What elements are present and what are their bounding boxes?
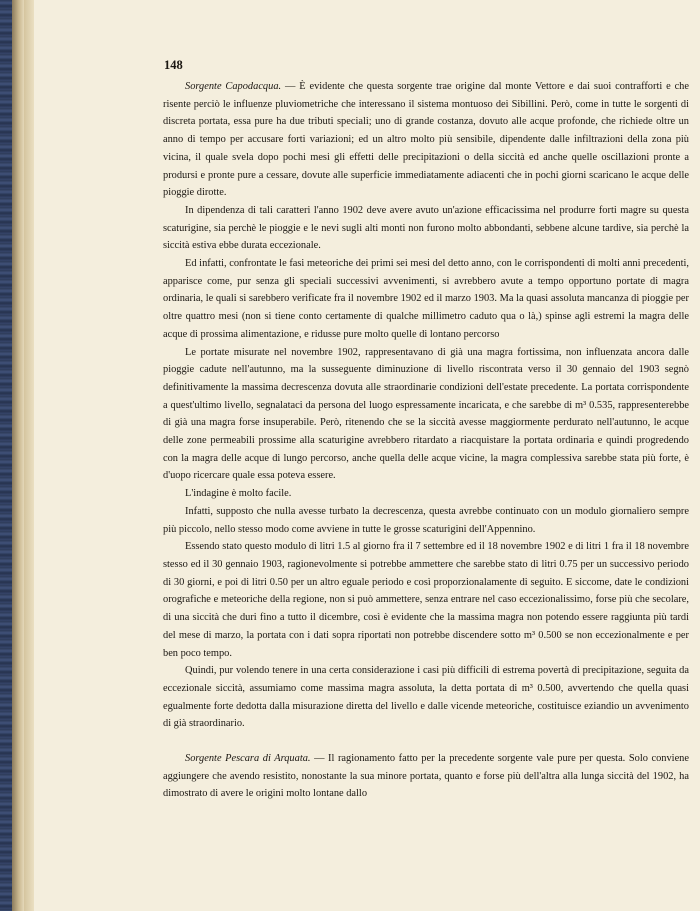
paragraph bbox=[163, 662, 689, 733]
paragraph-text: L'indagine è molto facile. bbox=[185, 488, 292, 500]
paragraph-capodacqua bbox=[163, 78, 689, 202]
book-binding bbox=[0, 0, 12, 911]
page-number: 148 bbox=[164, 58, 183, 72]
paragraph-text: Ed infatti, confrontate le fasi meteoriche dei primi sei mesi del detto anno, con le corrispondenti di molti anni precedenti, apparisce come, pur senza gli speciali successivi avvenimenti, si avrebbero avute a tempo opportuno portate di magra ordinaria, le quali si sarebbero verificate fra il novembre 1902 ed il marzo 1903. Ma la quasi assoluta mancanza di pioggie per oltre quattro mesi (non si tiene conto certamente di qualche millimetro caduto qua o là,) spinse agli estremi la magra delle acque di prossima alimentazione, e ridusse pure molto quelle di lontano percorso bbox=[163, 258, 689, 340]
paragraph bbox=[163, 485, 689, 503]
paragraph-text: Infatti, supposto che nulla avesse turbato la decrescenza, questa avrebbe continuato con un modulo giornaliero sempre più piccolo, nello stesso modo come avviene in tutte le grosse scaturigini dell'Appennino. bbox=[163, 505, 689, 535]
paragraph-text: Le portate misurate nel novembre 1902, rappresentavano di già una magra fortissima, non influenzata ancora dalle pioggie cadute nell'autunno, ma la susseguente diminuzione di livello riscontrata verso il 30 gennaio del 1903 segnò definitivamente la massima decrescenza dovuta alle straordinarie condizioni dell'estate precedente. La portata corrispondente a quest'ultimo livello, segnalataci da persona del luogo espressamente incaricata, e che sarebbe di m³ 0.535, rappresenterebbe di già una magra forse insuperabile. Però, ritenendo che se la siccità avesse maggiormente perdurato nell'autunno, le acque delle zone permeabili prossime alla scaturigine avrebbero ritardato a riacquistare la portata ordinaria e quindi progredendo con la magra delle acque di lungo percorso, anche quella delle acque vicine, la magra complessiva sarebbe stata più forte, è d'uopo ricercare quale essa poteva essere. bbox=[163, 346, 689, 482]
paragraph-text: Quindi, pur volendo tenere in una certa considerazione i casi più difficili di estrema povertà di precipitazione, seguita da eccezionale siccità, assumiamo come massima magra assoluta, la detta portata di m³ 0.500, avvertendo che quella quasi egualmente forte dedotta dalla misurazione diretta del livello e dalle vicende meteoriche, costituisce eziandio un avvenimento di già straordinario. bbox=[163, 665, 689, 730]
paragraph-text: — È evidente che questa sorgente trae origine dal monte Vettore e dai suoi contrafforti e che risente perciò le influenze pluviometriche che interessano il sistema montuoso dei Sibillini. Però, come in tutte le sorgenti di discreta portata, essa pure ha due tributi speciali; uno di grande costanza, dovuto alle acque profonde, che richiede oltre un anno di tempo per accusare forti variazioni; ed un altro molto più sensibile, dipendente dalle infiltrazioni della zona più vicina, il quale svela dopo pochi mesi gli effetti delle precipitazioni o della siccità ed anche quelle oscillazioni pronte a prodursi e pronte pure a cessare, dovute alle superficie immediatamente adiacenti che in pochi giorni scaricano le acque delle pioggie dirotte. bbox=[163, 81, 689, 199]
paragraph bbox=[163, 255, 689, 344]
spine-shadow bbox=[12, 0, 24, 911]
paragraph-text: In dipendenza di tali caratteri l'anno 1902 deve avere avuto un'azione efficacissima nel produrre forti magre su questa scaturigine, sia perchè le pioggie e le nevi sugli alti monti non furono molto abbondanti, sebbene alcune tardive, sia perchè la siccità estiva ebbe durata eccezionale. bbox=[163, 204, 689, 252]
section-heading-pescara: Sorgente Pescara di Arquata. bbox=[185, 753, 311, 765]
page-edge bbox=[24, 0, 34, 911]
paragraph bbox=[163, 538, 689, 662]
section-heading-capodacqua: Sorgente Capodacqua. bbox=[185, 81, 282, 92]
paragraph-text: Essendo stato questo modulo di litri 1.5 al giorno fra il 7 settembre ed il 18 novembre 1902 e di litri 1 fra il 18 novembre stesso ed il 30 gennaio 1903, ragionevolmente si potrebbe ammettere che sarebbe stato di litri 0.75 per un successivo periodo di 30 giorni, e poi di litri 0.50 per un altro eguale periodo e così proporzionalamente di seguito. E siccome, date le condizioni orografiche e meteoriche della regione, non si può ammettere, senza entrare nel caso eccezionalissimo, forse più che secolare, di una siccità che duri fino a tutto il dicembre, così è evidente che la massima magra non potendo essere raggiunta più tardi del mese di marzo, la portata con i dati sopra riportati non potrebbe discendere sotto m³ 0.500 se non eccezionalmente e per ben poco tempo. bbox=[163, 541, 689, 659]
paragraph-pescara-di-arquata bbox=[163, 750, 689, 803]
paragraph bbox=[163, 344, 689, 486]
paragraph bbox=[163, 503, 689, 538]
paragraph-text: — Il ragionamento fatto per la precedente sorgente vale pure per questa. Solo conviene aggiungere che avendo resistito, nonostante la sua minore portata, quanto e forse più dell'altra alla lunga siccità del 1902, ha dimostrato di avere le origini molto lontane dallo bbox=[163, 753, 689, 800]
page-content bbox=[163, 58, 689, 803]
paragraph bbox=[163, 202, 689, 255]
